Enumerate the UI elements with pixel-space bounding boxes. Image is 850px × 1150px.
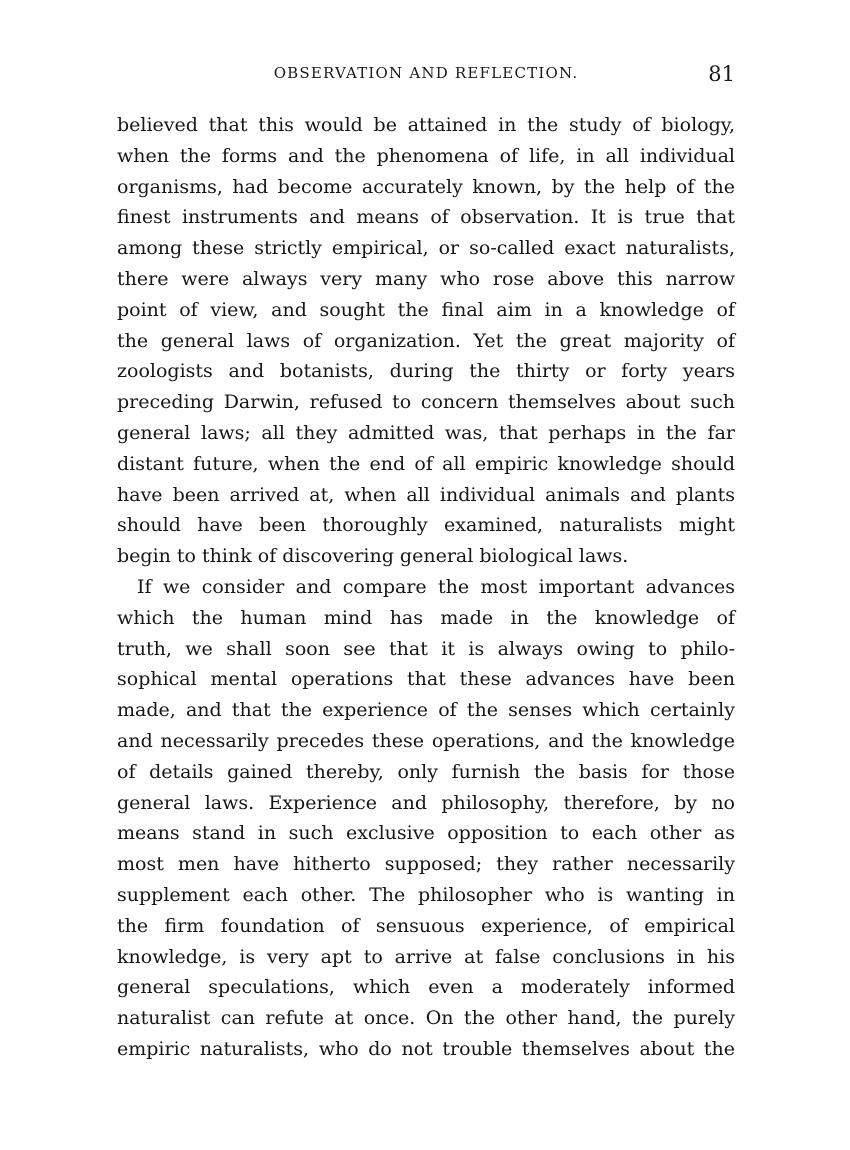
text-line: begin to think of discovering general biological laws. <box>117 545 629 568</box>
text-line: there were always very many who rose above this narrow <box>117 267 735 290</box>
running-head-title: OBSERVATION AND REFLECTION. <box>273 64 579 82</box>
text-line: finest instruments and means of observation. It is true that <box>117 206 735 229</box>
text-line: and necessarily precedes these operations, and the knowledge <box>117 729 735 752</box>
text-line: among these strictly empirical, or so-called exact naturalists, <box>117 237 735 260</box>
paragraph-1 <box>117 110 735 572</box>
text-line: zoologists and botanists, during the thirty or forty years <box>117 360 735 383</box>
text-line: general laws. Experience and philosophy, therefore, by no <box>117 791 735 814</box>
page-number: 81 <box>708 62 735 86</box>
text-line: point of view, and sought the final aim in a knowledge of <box>117 298 735 321</box>
paragraph-2 <box>117 572 735 1065</box>
text-line: general laws; all they admitted was, that perhaps in the far <box>117 421 735 444</box>
text-line: truth, we shall soon see that it is always owing to philo- <box>117 637 735 660</box>
text-line: sophical mental operations that these advances have been <box>117 668 735 691</box>
text-line: when the forms and the phenomena of life, in all individual <box>117 144 735 167</box>
text-line: the firm foundation of sensuous experience, of empirical <box>117 914 735 937</box>
text-line: organisms, had become accurately known, by the help of the <box>117 175 735 198</box>
body-text <box>117 110 735 1065</box>
text-line: which the human mind has made in the knowledge of <box>117 606 735 629</box>
text-line: naturalist can refute at once. On the other hand, the purely <box>117 1007 735 1030</box>
text-line: knowledge, is very apt to arrive at false conclusions in his <box>117 945 735 968</box>
text-line: supplement each other. The philosopher who is wanting in <box>117 883 735 906</box>
text-line: should have been thoroughly examined, naturalists might <box>117 514 735 537</box>
text-line: the general laws of organization. Yet the great majority of <box>117 329 735 352</box>
text-line: believed that this would be attained in the study of biology, <box>117 114 735 136</box>
text-line: have been arrived at, when all individual animals and plants <box>117 483 735 506</box>
text-line: general speculations, which even a moderately informed <box>117 976 735 999</box>
text-line: If we consider and compare the most important advances <box>137 575 735 598</box>
text-line: means stand in such exclusive opposition to each other as <box>117 822 735 845</box>
running-head <box>117 62 735 92</box>
text-line: of details gained thereby, only furnish the basis for those <box>117 760 735 783</box>
text-line: preceding Darwin, refused to concern themselves about such <box>117 391 735 414</box>
text-line: most men have hitherto supposed; they rather necessarily <box>117 853 735 876</box>
text-line: distant future, when the end of all empiric knowledge should <box>117 452 735 475</box>
text-line: made, and that the experience of the senses which certainly <box>117 699 735 722</box>
text-line: empiric naturalists, who do not trouble themselves about the <box>117 1037 735 1060</box>
